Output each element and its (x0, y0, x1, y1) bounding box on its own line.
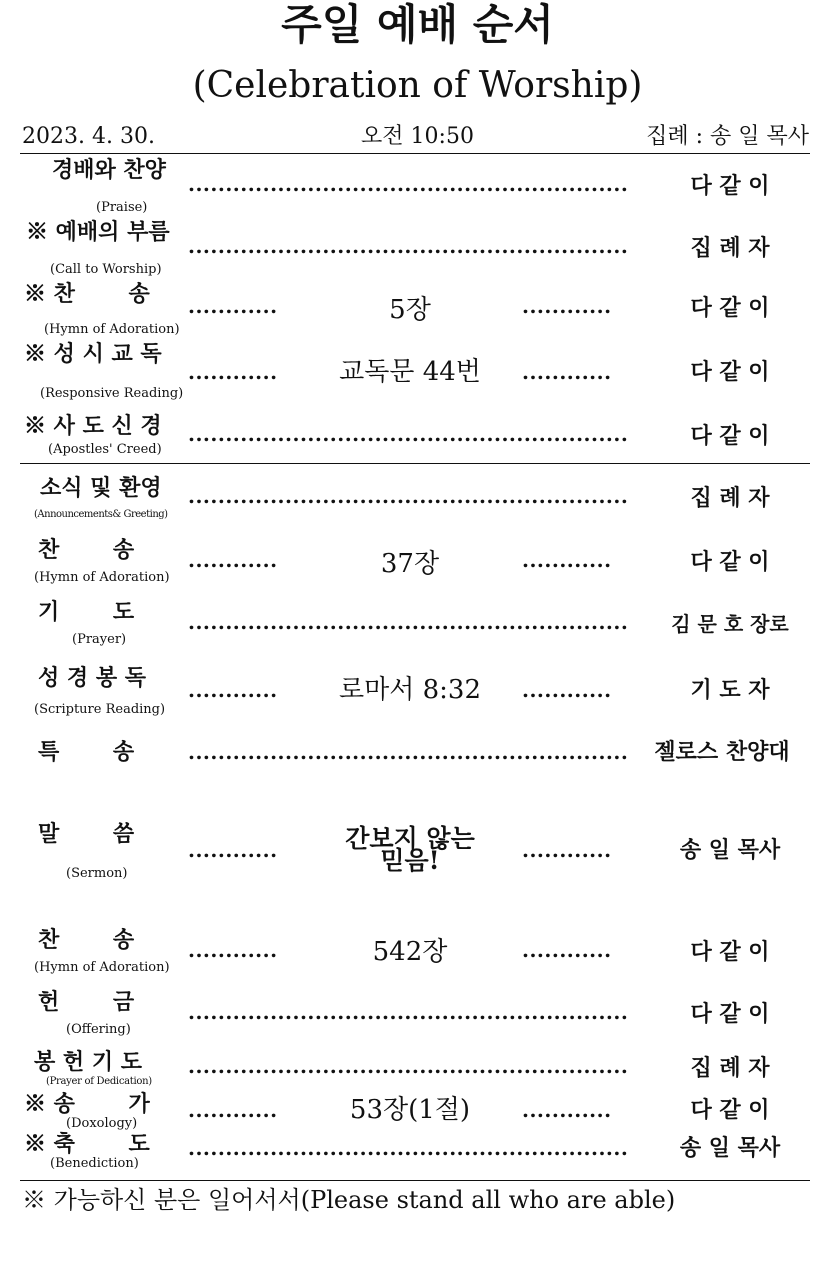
item-english: (Sermon) (66, 866, 128, 881)
leader-dots: ........................................................... (188, 234, 629, 258)
item-english: (Praise) (96, 200, 148, 215)
item-english: (Apostles' Creed) (48, 442, 162, 457)
leader-dots: ............ (522, 678, 612, 702)
item-title: 말 씀 (38, 821, 135, 847)
item-detail: 37장 (380, 549, 440, 579)
item-english: (Call to Worship) (50, 262, 162, 277)
item-person: 집 례 자 (690, 1055, 770, 1081)
item-person: 기 도 자 (690, 677, 770, 703)
leader-dots: ........................................................... (188, 610, 629, 634)
leader-dots: ........................................................... (188, 422, 629, 446)
item-detail: 로마서 8:32 (339, 675, 481, 705)
leader-dots: ............ (188, 938, 278, 962)
item-person: 김 문 호 장로 (671, 612, 789, 636)
item-person: 송 일 목사 (679, 837, 781, 863)
leader-dots: ............ (188, 678, 278, 702)
bottom-rule (20, 1180, 810, 1181)
page-title: 주일 예배 순서 (281, 0, 554, 49)
item-title: ※ 성 시 교 독 (24, 341, 162, 367)
leader-dots: ........................................................... (188, 740, 629, 764)
item-english: (Responsive Reading) (40, 386, 184, 401)
item-english: (Announcements& Greeting) (34, 509, 168, 520)
page-subtitle: (Celebration of Worship) (192, 65, 643, 106)
leader-dots: ............ (522, 360, 612, 384)
top-rule (20, 153, 810, 154)
leader-dots: ........................................................... (188, 172, 629, 196)
item-person: 다 같 이 (690, 423, 770, 449)
item-title: 봉 헌 기 도 (34, 1049, 142, 1075)
item-english: (Hymn of Adoration) (34, 960, 170, 975)
item-detail: 교독문 44번 (339, 357, 481, 387)
item-person: 다 같 이 (690, 173, 770, 199)
standing-note: ※ 가능하신 분은 일어서서(Please stand all who are able) (22, 1186, 676, 1214)
leader-dots: ............ (522, 938, 612, 962)
item-title: 소식 및 환영 (40, 475, 162, 501)
item-english: (Doxology) (66, 1116, 138, 1131)
item-title: ※ 송 가 (24, 1091, 150, 1117)
leader-dots: ............ (522, 838, 612, 862)
item-detail: 542장 (372, 937, 448, 967)
item-title: ※ 찬 송 (24, 281, 150, 307)
item-english: (Hymn of Adoration) (34, 570, 170, 585)
item-title: ※ 축 도 (24, 1131, 150, 1157)
service-date: 2023. 4. 30. (22, 124, 155, 149)
leader-dots: ........................................................... (188, 1136, 629, 1160)
leader-dots: ............ (522, 1098, 612, 1122)
leader-dots: ............ (188, 1098, 278, 1122)
item-title: 기 도 (38, 599, 135, 625)
item-person: 다 같 이 (690, 1001, 770, 1027)
item-english: (Scripture Reading) (34, 702, 166, 717)
item-person: 다 같 이 (690, 359, 770, 385)
item-english: (Hymn of Adoration) (44, 322, 180, 337)
leader-dots: ........................................................... (188, 484, 629, 508)
item-english: (Benediction) (50, 1156, 139, 1171)
item-person: 젤로스 찬양대 (654, 739, 790, 765)
section-rule (20, 463, 810, 464)
sermon-title: 간보지 않는 믿음! (345, 824, 475, 875)
item-title: 성 경 봉 독 (38, 665, 146, 691)
item-person: 다 같 이 (690, 939, 770, 965)
item-person: 다 같 이 (690, 549, 770, 575)
item-title: ※ 예배의 부름 (26, 219, 170, 245)
item-detail: 5장 (389, 295, 431, 325)
item-english: (Prayer of Dedication) (46, 1076, 152, 1087)
service-time: 오전 10:50 (361, 124, 474, 149)
leader-dots: ............ (522, 294, 612, 318)
item-person: 다 같 이 (690, 1097, 770, 1123)
item-person: 집 례 자 (690, 485, 770, 511)
item-person: 송 일 목사 (679, 1135, 781, 1161)
leader-dots: ............ (522, 548, 612, 572)
leader-dots: ............ (188, 360, 278, 384)
item-english: (Offering) (66, 1022, 131, 1037)
leader-dots: ............ (188, 838, 278, 862)
item-english: (Prayer) (72, 632, 127, 647)
leader-dots: ............ (188, 548, 278, 572)
item-title: 찬 송 (38, 537, 135, 563)
leader-dots: ........................................................... (188, 1000, 629, 1024)
leader-dots: ............ (188, 294, 278, 318)
item-person: 집 례 자 (690, 235, 770, 261)
service-leader: 집례 : 송 일 목사 (646, 124, 809, 149)
item-title: 찬 송 (38, 927, 135, 953)
item-title: 헌 금 (38, 989, 135, 1015)
leader-dots: ........................................................... (188, 1054, 629, 1078)
item-title: 경배와 찬양 (52, 157, 166, 183)
item-detail: 53장(1절) (349, 1095, 471, 1125)
item-person: 다 같 이 (690, 295, 770, 321)
item-title: 특 송 (38, 739, 135, 765)
item-title: ※ 사 도 신 경 (24, 413, 162, 439)
